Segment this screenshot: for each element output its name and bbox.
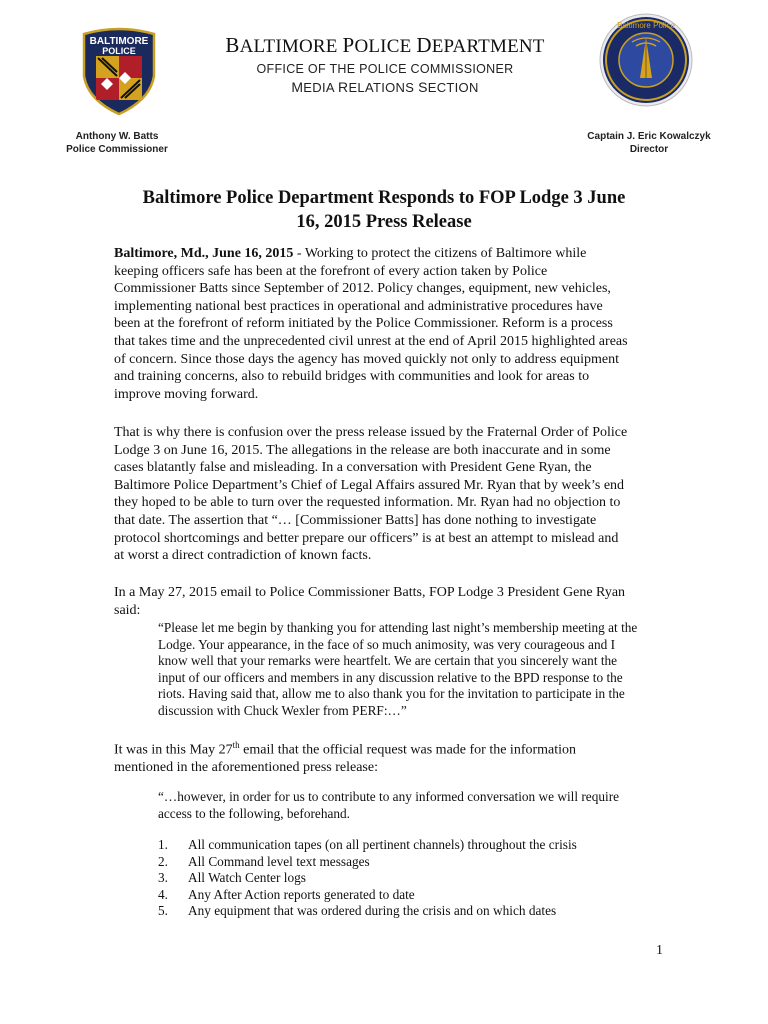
commissioner-block [52,130,182,156]
paragraph-4: It was in this May 27th email that the official request was made for the information mentioned in the aforementioned press release: [114,740,577,776]
commissioner-title: Police Commissioner [66,144,168,155]
list-item: 1. All communication tapes (on all pertinent channels) throughout the crisis [158,837,577,852]
media-relations-subtitle: MEDIA RELATIONS SECTION [291,79,479,95]
page-number: 1 [656,943,663,958]
list-item: 5. Any equipment that was ordered during the crisis and on which dates [158,903,557,919]
paragraph-1: Baltimore, Md., June 16, 2015 - Working to protect the citizens of Baltimore while keeping officers safe has been at the forefront of every action taken by Police Commissioner Batts since September of 2012. Policy changes, equipment, new vehicles, implementing national best practices in operational and administrative procedures have been at the forefront of reform initiated by the Police Commissioner. Reform is a process that takes time and the unprecedented civil unrest at the end of April 2015 highlighted areas of concern. Since those days the agency has moved quickly not only to address equipment and training concerns, also to rebuild bridges with communities and look for areas to improve moving forward. [114,246,628,402]
director-block [574,130,724,156]
department-title: BALTIMORE POLICE DEPARTMENT [225,33,545,57]
baltimore-police-badge [78,24,160,116]
media-relations-seal [598,12,694,108]
request-quote: “…however, in order for us to contribute to any informed conversation we will require access to the following, beforehand. [158,789,620,821]
commissioner-name: Anthony W. Batts [75,131,159,142]
request-list [158,837,662,920]
director-name: Captain J. Eric Kowalczyk [587,131,711,142]
paragraph-2: That is why there is confusion over the press release issued by the Fraternal Order of Police Lodge 3 on June 16, 2015. The allegations in the release are both inaccurate and in some cases blatantly false and misleading. In a conversation with President Gene Ryan, the Baltimore Police Department’s Chief of Legal Affairs assured Mr. Ryan that by week’s end they hoped to be able to turn over the requested information. Mr. Ryan had no objection to that date. The assertion that “… [Commissioner Batts] has done nothing to investigate protocol shortcomings and better prepare our officers” is at best an attempt to mislead and at worst a direct contradiction of known facts. [114,425,628,564]
director-title: Director [629,144,669,155]
seal-text: Baltimore Police [617,21,675,30]
paragraph-3: In a May 27, 2015 email to Police Commissioner Batts, FOP Lodge 3 President Gene Ryan said: [114,585,626,618]
badge-text-top: BALTIMORE [89,36,149,47]
list-item: 2. All Command level text messages [158,853,370,869]
badge-text-bottom: POLICE [102,46,136,56]
press-release-headline: Baltimore Police Department Responds to FOP Lodge 3 June 16, 2015 Press Release [142,188,626,232]
list-item: 3. All Watch Center logs [158,870,306,886]
email-quote: “Please let me begin by thanking you for attending last night’s membership meeting at the Lodge. Your appearance, in the face of so much animosity, was very courageous and I know well that your remarks were heartfelt. We are certain that you sincerely want the input of our officers and members in any discussion relative to the BPD response to the riots. Having said that, allow me to also thank you for the invitation to participate in the discussion with Chuck Wexler from PERF:…” [158,620,638,718]
dateline: Baltimore, Md., June 16, 2015 [114,246,294,261]
list-item: 4. Any After Action reports generated to date [158,886,415,902]
office-subtitle: OFFICE OF THE POLICE COMMISSIONER [256,62,514,76]
